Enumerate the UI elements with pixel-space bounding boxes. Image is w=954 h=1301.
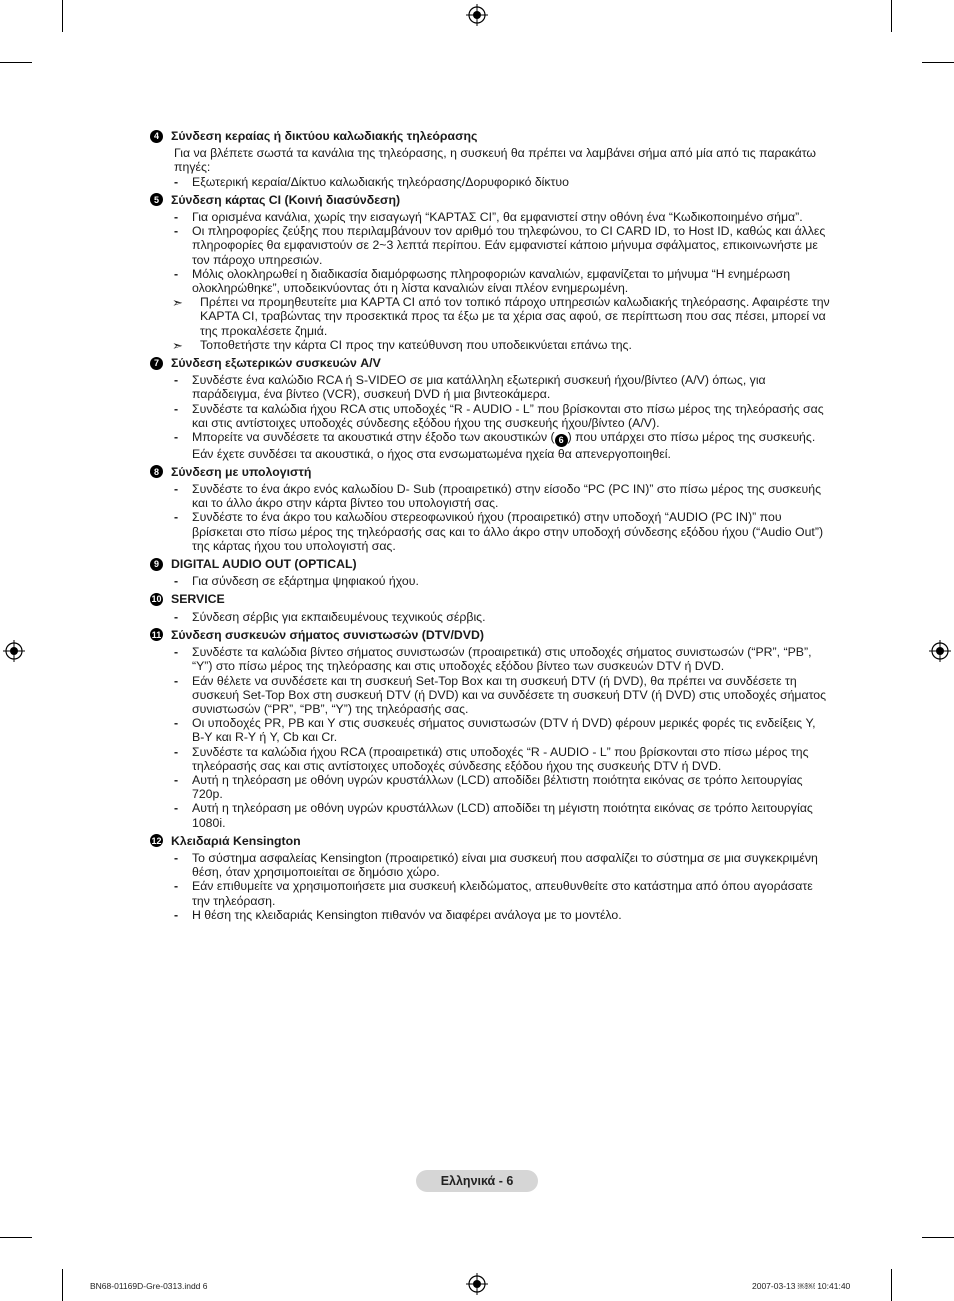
note: ➣ Πρέπει να προμηθευτείτε μια ΚΑΡΤΑ CI από τον τοπικό πάροχο υπηρεσιών καλωδιακής τηλεόρασης. Αφαιρέστε την ΚΑΡΤΑ CI, τραβώντας την προσεκτικά προς τα έξω με τα χέρια σας αφού, σε περίπτωση που σας πέσει, μπορεί να της προκαλέσετε ζημιά. <box>172 295 830 338</box>
list-item: - Εξωτερική κεραία/Δίκτυο καλωδιακής τηλεόρασης/Δορυφορικό δίκτυο <box>174 174 569 189</box>
list-item: - Σύνδεση σέρβις για εκπαιδευμένους τεχνικούς σέρβις. <box>174 609 486 624</box>
print-timestamp: 2007-03-13 ￼￼ 10:41:40 <box>752 1281 851 1291</box>
section-antenna <box>150 129 830 189</box>
list-item: - Οι πληροφορίες ζεύξης που περιλαμβάνουν τον αριθμό του τηλεφώνου, το CI CARD ID, το Host ID, καθώς και άλλες πληροφορίες θα εμφανιστούν σε 2~3 λεπτά περίπου. Εάν εμφανιστεί κάποιο μήνυμα σφάλματος, επικοινωνήστε με τον πάροχο υπηρεσιών. <box>174 224 826 267</box>
section-pc <box>150 465 830 553</box>
section-heading: 10 SERVICE <box>151 592 225 607</box>
section-number: 4 <box>150 130 163 143</box>
list-item: - Αυτή η τηλεόραση με οθόνη υγρών κρυστάλλων (LCD) αποδίδει τη μέγιστη ποιότητα εικόνας σε τρόπο λειτουργίας 1080i. <box>174 801 813 830</box>
list-item: - Αυτή η τηλεόραση με οθόνη υγρών κρυστάλλων (LCD) αποδίδει βέλτιστη ποιότητα εικόνας σε τρόπο λειτουργίας 720p. <box>174 772 803 802</box>
section-heading: 11 Σύνδεση συσκευών σήματος συνιστωσών (DTV/DVD) <box>151 627 484 642</box>
list-item: - Μόλις ολοκληρωθεί η διαδικασία διαμόρφωσης πληροφοριών καναλιών, εμφανίζεται το μήνυμα “Η ενημέρωση ολοκληρώθηκε”, υποδεικνύοντας ότι η λίστα καναλιών είναι πλέον ενημερωμένη. <box>174 266 791 296</box>
registration-mark-icon <box>3 640 25 662</box>
list-item: - Για ορισμένα κανάλια, χωρίς την εισαγωγή “ΚΑΡΤΑΣ CI”, θα εμφανιστεί στην οθόνη ένα “Κωδικοποιημένο σήμα”. <box>174 210 803 225</box>
section-ci-card <box>150 193 830 352</box>
section-number: 7 <box>150 357 163 370</box>
section-component <box>150 628 830 830</box>
registration-mark-icon <box>929 640 951 662</box>
section-number: 10 <box>151 594 162 605</box>
crop-mark <box>0 1237 32 1238</box>
list-item: - Μπορείτε να συνδέσετε τα ακουστικά στην έξοδο των ακουστικών ( 6 ) που υπάρχει στο πίσω μέρος της συσκευής. Εάν έχετε συνδέσει τα ακουστικά, ο ήχος στα ενσωματωμένα ηχεία θα απενεργοποιηθεί. <box>174 430 816 461</box>
manual-content <box>150 129 830 926</box>
list-item: - Η θέση της κλειδαριάς Kensington πιθανόν να διαφέρει ανάλογα με το μοντέλο. <box>174 907 622 922</box>
section-kensington <box>150 834 830 922</box>
list-item: - Συνδέστε τα καλώδια ήχου RCA (προαιρετικά) στις υποδοχές “R - AUDIO - L” που βρίσκονται στο πίσω μέρος της τηλεόρασής σας και στις αντίστοιχες υποδοχές σύνδεσης εξόδου ήχου της συσκευής DTV ή DVD. <box>174 744 809 773</box>
section-service <box>150 592 830 623</box>
registration-mark-icon <box>466 4 488 26</box>
crop-mark <box>922 62 954 63</box>
note-arrow-icon: ➣ <box>172 295 183 311</box>
section-number: 5 <box>150 193 163 206</box>
print-file-name: BN68-01169D-Gre-0313.indd 6 <box>90 1281 208 1291</box>
headphone-jack-number: 6 <box>555 434 568 447</box>
list-item: - Συνδέστε το ένα άκρο του καλωδίου στερεοφωνικού ήχου (προαιρετικό) στην υποδοχή “AUDIO (PC IN)” που βρίσκεται στο πίσω μέρος της τηλεόρασής σας και το άλλο άκρο στην υποδοχή σύνδεσης εξόδου ήχου (“Audio Out”) της κάρτας ήχου του υπολογιστή σας. <box>174 510 824 553</box>
list-item: - Συνδέστε το ένα άκρο ενός καλωδίου D- Sub (προαιρετικό) στην είσοδο “PC (PC IN)” στο πίσω μέρος της συσκευής και το άλλο άκρο στην κάρτα βίντεο του υπολογιστή σας. <box>174 482 821 511</box>
registration-mark-icon <box>466 1273 488 1295</box>
section-number: 11 <box>151 629 162 640</box>
list-item: - Το σύστημα ασφαλείας Kensington (προαιρετικό) είναι μια συσκευή που ασφαλίζει το σύστημα σε μια συγκεκριμένη θέση, όταν χρησιμοποιείται σε δημόσιο χώρο. <box>174 850 818 880</box>
section-av <box>150 356 830 461</box>
note: ➣ Τοποθετήστε την κάρτα CI προς την κατεύθυνση που υποδεικνύεται επάνω της. <box>172 337 632 353</box>
section-heading: 4 Σύνδεση κεραίας ή δικτύου καλωδιακής τηλεόρασης <box>150 129 830 143</box>
section-number: 12 <box>151 835 162 846</box>
crop-mark <box>62 1269 63 1301</box>
list-item: - Συνδέστε ένα καλώδιο RCA ή S-VIDEO σε μια κατάλληλη εξωτερική συσκευή ήχου/βίντεο (A/V) όπως, για παράδειγμα, ένα βίντεο (VCR), συσκευή DVD ή μια βιντεοκάμερα. <box>174 373 766 402</box>
section-heading: 9 DIGITAL AUDIO OUT (OPTICAL) <box>150 557 830 571</box>
list-item: - Οι υποδοχές PR, PB και Y στις συσκευές σήματος συνιστωσών (DTV ή DVD) φέρουν μερικές φορές τις ενδείξεις Y, B-Y και R-Y ή Y, Cb και Cr. <box>174 716 816 745</box>
section-heading: 5 Σύνδεση κάρτας CI (Κοινή διασύνδεση) <box>150 193 830 207</box>
crop-mark <box>922 1237 954 1238</box>
crop-mark <box>0 62 32 63</box>
list-item: - Εάν θέλετε να συνδέσετε και τη συσκευή Set-Top Box και τη συσκευή DTV (ή DVD), θα πρέπει να συνδέσετε τη συσκευή Set-Top Box στη συσκευή DTV (ή DVD) και να συνδέσετε τη συσκευή DTV (ή DVD) στις υποδοχές σήματος συνιστωσών (“PR”, “PB”, “Y”) της τηλεόρασής σας. <box>174 673 827 716</box>
section-heading: 8 Σύνδεση με υπολογιστή <box>150 465 830 479</box>
section-number: 8 <box>150 465 163 478</box>
paragraph: Για να βλέπετε σωστά τα κανάλια της τηλεόρασης, η συσκευή θα πρέπει να λαμβάνει σήμα από μία από τις παρακάτω πηγές: <box>174 146 816 175</box>
list-item: - Για σύνδεση σε εξάρτημα ψηφιακού ήχου. <box>174 574 419 589</box>
list-item: - Συνδέστε τα καλώδια ήχου RCA στις υποδοχές “R - AUDIO - L” που βρίσκονται στο πίσω μέρος της τηλεόρασής σας και στις αντίστοιχες υποδοχές σύνδεσης εξόδου ήχου της συσκευής ήχου/βίντεο (A/V). <box>174 401 824 430</box>
list-item: - Εάν επιθυμείτε να χρησιμοποιήσετε μια συσκευή κλειδώματος, απευθυνθείτε στο κατάστημα από όπου αγοράσατε την τηλεόραση. <box>174 879 813 908</box>
page-number-badge: Ελληνικά - 6 <box>416 1170 538 1192</box>
crop-mark <box>891 0 892 32</box>
section-digital-audio <box>150 557 830 588</box>
crop-mark <box>62 0 63 32</box>
section-number: 9 <box>150 558 163 571</box>
note-arrow-icon: ➣ <box>172 337 183 353</box>
section-heading: 12 Κλειδαριά Kensington <box>151 833 301 848</box>
section-heading: 7 Σύνδεση εξωτερικών συσκευών A/V <box>150 356 830 370</box>
crop-mark <box>891 1269 892 1301</box>
list-item: - Συνδέστε τα καλώδια βίντεο σήματος συνιστωσών (προαιρετικά) στις υποδοχές σήματος συνιστωσών (“PR”, “PB”, “Y”) στο πίσω μέρος της τηλεόρασης και στις υποδοχές εξόδου βίντεο των συσκευών DTV ή DVD. <box>174 645 812 674</box>
